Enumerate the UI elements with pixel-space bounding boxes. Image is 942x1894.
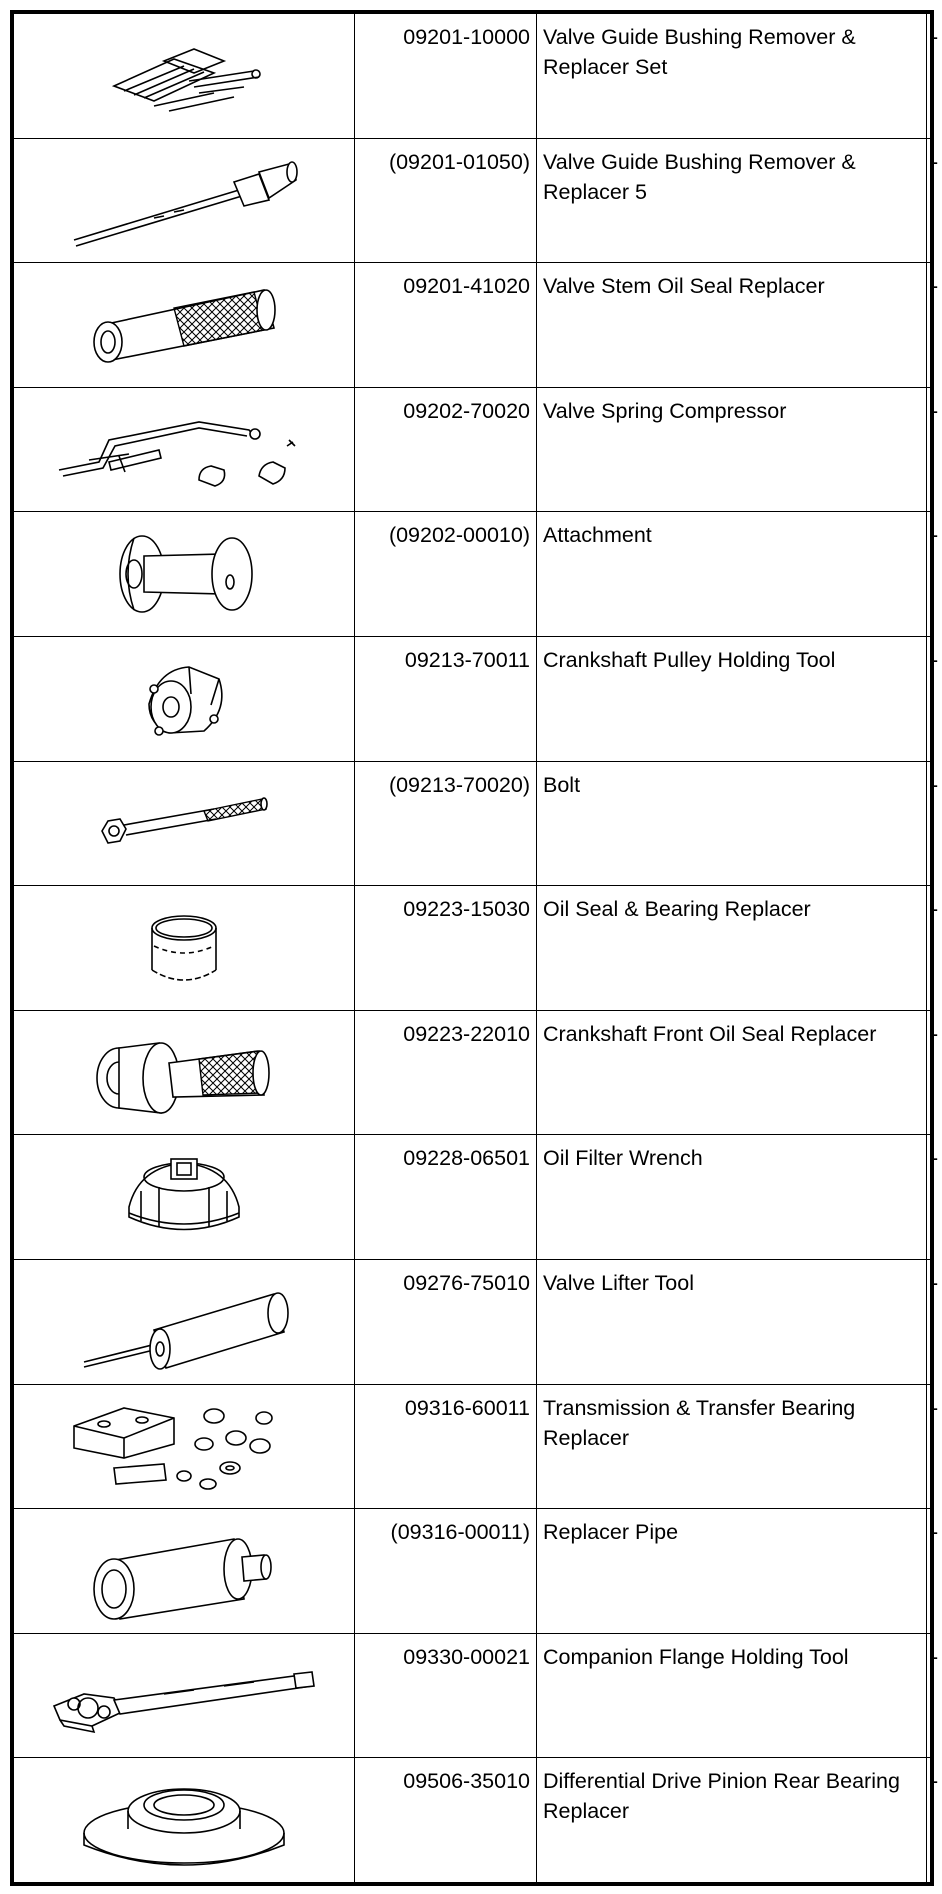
valve-spring-compressor-icon (49, 400, 319, 500)
tool-name: Companion Flange Holding Tool (537, 1633, 927, 1758)
tool-illustration-cell (14, 1758, 355, 1883)
part-number: 09201-41020 (355, 263, 537, 388)
pinion-bearing-replacer-icon (74, 1765, 294, 1875)
special-tools-table (10, 10, 939, 1886)
front-oil-seal-replacer-icon (89, 1023, 279, 1123)
part-number: 09213-70011 (355, 636, 537, 761)
part-number: 09223-22010 (355, 1010, 537, 1135)
tool-illustration-cell (14, 263, 355, 388)
table-row (14, 1135, 931, 1260)
tool-note: - (927, 263, 931, 388)
valve-guide-bushing-set-icon (94, 31, 274, 121)
tool-note: - (927, 138, 931, 263)
tool-name: Valve Spring Compressor (537, 387, 927, 512)
tool-name: Oil Seal & Bearing Replacer (537, 886, 927, 1011)
tool-note: - (927, 387, 931, 512)
tool-illustration-cell (14, 1633, 355, 1758)
table-row (14, 1259, 931, 1384)
tool-note: - (927, 512, 931, 637)
tool-note: - (927, 636, 931, 761)
table-row (14, 1509, 931, 1634)
tool-name: Valve Guide Bushing Remover & Replacer 5 (537, 138, 927, 263)
part-number: 09202-70020 (355, 387, 537, 512)
tool-note: - (927, 1509, 931, 1634)
tool-illustration-cell (14, 1259, 355, 1384)
bolt-icon (94, 783, 274, 863)
part-number: (09202-00010) (355, 512, 537, 637)
bearing-replacer-ring-icon (139, 898, 229, 998)
table-row (14, 1633, 931, 1758)
tool-name: Valve Lifter Tool (537, 1259, 927, 1384)
tool-illustration-cell (14, 1010, 355, 1135)
part-number: (09316-00011) (355, 1509, 537, 1634)
table-row (14, 138, 931, 263)
tool-note: - (927, 14, 931, 139)
tool-illustration-cell (14, 14, 355, 139)
part-number: 09201-10000 (355, 14, 537, 139)
table-row (14, 14, 931, 139)
part-number: 09330-00021 (355, 1633, 537, 1758)
part-number: 09506-35010 (355, 1758, 537, 1883)
tool-name: Transmission & Transfer Bearing Replacer (537, 1384, 927, 1509)
replacer-pipe-icon (84, 1521, 284, 1621)
tool-illustration-cell (14, 512, 355, 637)
tool-name: Attachment (537, 512, 927, 637)
tool-illustration-cell (14, 636, 355, 761)
table-row (14, 761, 931, 886)
table-row (14, 636, 931, 761)
table-row (14, 263, 931, 388)
part-number: 09223-15030 (355, 886, 537, 1011)
tool-name: Differential Drive Pinion Rear Bearing Replacer (537, 1758, 927, 1883)
tool-note: - (927, 1633, 931, 1758)
tool-name: Crankshaft Pulley Holding Tool (537, 636, 927, 761)
tool-note: - (927, 886, 931, 1011)
part-number: (09201-01050) (355, 138, 537, 263)
oil-filter-wrench-icon (119, 1147, 249, 1247)
tool-illustration-cell (14, 138, 355, 263)
tool-note: - (927, 1010, 931, 1135)
tool-name: Crankshaft Front Oil Seal Replacer (537, 1010, 927, 1135)
pulley-holding-tool-icon (129, 649, 239, 749)
tool-note: - (927, 1135, 931, 1260)
tool-illustration-cell (14, 387, 355, 512)
tool-illustration-cell (14, 1135, 355, 1260)
tool-name: Valve Guide Bushing Remover & Replacer Set (537, 14, 927, 139)
tool-illustration-cell (14, 761, 355, 886)
table-row (14, 387, 931, 512)
part-number: 09276-75010 (355, 1259, 537, 1384)
flange-holding-tool-icon (44, 1646, 324, 1746)
tool-note: - (927, 1384, 931, 1509)
tool-note: - (927, 1259, 931, 1384)
part-number: (09213-70020) (355, 761, 537, 886)
tool-name: Oil Filter Wrench (537, 1135, 927, 1260)
tool-name: Replacer Pipe (537, 1509, 927, 1634)
part-number: 09228-06501 (355, 1135, 537, 1260)
tool-illustration-cell (14, 1384, 355, 1509)
tool-illustration-cell (14, 1509, 355, 1634)
valve-lifter-tool-icon (74, 1272, 294, 1372)
tool-name: Bolt (537, 761, 927, 886)
tool-note: - (927, 1758, 931, 1883)
table-row (14, 1010, 931, 1135)
table-row (14, 1758, 931, 1883)
oil-seal-replacer-icon (84, 280, 284, 370)
tool-name: Valve Stem Oil Seal Replacer (537, 263, 927, 388)
attachment-icon (104, 524, 264, 624)
transmission-bearing-replacer-set-icon (64, 1396, 304, 1496)
table-row (14, 1384, 931, 1509)
part-number: 09316-60011 (355, 1384, 537, 1509)
table-row (14, 886, 931, 1011)
bushing-remover-rod-icon (64, 150, 304, 250)
tool-note: - (927, 761, 931, 886)
tool-illustration-cell (14, 886, 355, 1011)
table-row (14, 512, 931, 637)
